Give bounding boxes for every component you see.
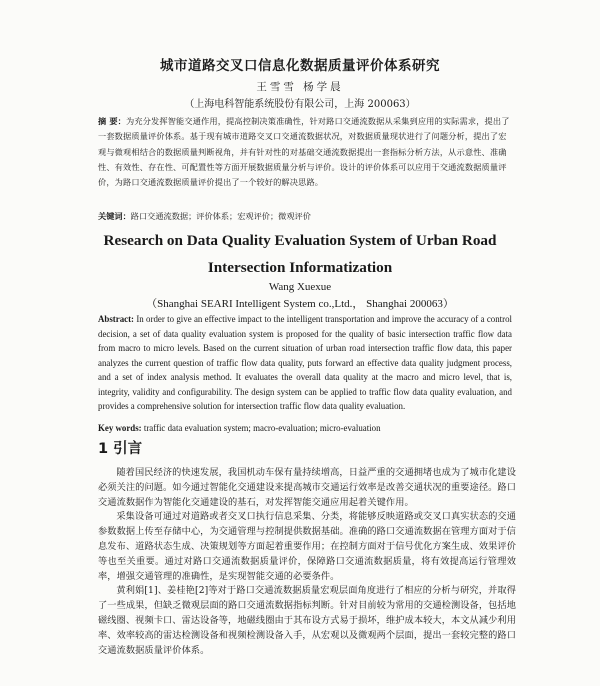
english-keywords-text: traffic data evaluation system; macro-evaluation; micro-evaluation: [143, 423, 381, 433]
chinese-title: 城市道路交叉口信息化数据质量评价体系研究: [160, 58, 440, 74]
english-abstract: [98, 312, 512, 414]
paragraph-3: 黄利娟[1]、姜桂艳[2]等对于路口交通流数据质量宏观层面角度进行了相应的分析与研究，并取得了一些成果，但缺乏微观层面的路口交通流数据指标判断。针对目前较为常用的交通检测设备，包括地磁线圈、视频卡口、雷达设备等，地磁线圈由于其布设方式易于损坏，维护成本较大，本文从减少利用率、效率较高的雷达检测设备和视频检测设备入手，从宏观以及微观两个层面，提出一套较完整的路口交通流数据质量评价体系。: [98, 585, 516, 656]
english-author: Wang Xuexue: [268, 281, 332, 293]
paragraph-1: 随着国民经济的快速发展，我国机动车保有量持续增高，日益严重的交通拥堵也成为了城市化建设必须关注的问题。如今通过智能化交通建设来提高城市交通运行效率是改善交通状况的重要途径。路口交通流数据作为智能化交通建设的基石，对发挥智能交通应用起着关键作用。: [98, 467, 516, 508]
english-title-line-2: Intersection Informatization: [207, 259, 393, 276]
chinese-keywords: [98, 211, 514, 222]
english-keywords: [98, 423, 512, 433]
chinese-abstract: [98, 114, 514, 190]
english-abstract-text: In order to give an effective impact to the intelligent transportation and improve the accuracy of a control decision, a set of data quality evaluation system is proposed for the quality of basic intersection traffic flow data from macro to micro levels. Based on the current situation of urban road intersection traffic flow data, this paper analyzes the current question of traffic flow data quality, puts forward an effective data quality judgment process, and a set of index analysis method. It evaluates the overall data quality at the macro and micro level, that is, integrity, validity and configurability. The design system can be applied to traffic flow data quality evaluation, and provides a comprehensive solution for intersection traffic flow data quality evaluation.: [98, 314, 512, 411]
english-keywords-label: Key words:: [98, 423, 142, 433]
section-heading-introduction: 1 引言: [98, 441, 143, 457]
chinese-abstract-label: 摘 要：: [98, 116, 127, 126]
english-title-line-1: Research on Data Quality Evaluation System of Urban Road: [103, 232, 497, 249]
chinese-keywords-text: 路口交通流数据；评价体系；宏观评价；微观评价: [130, 211, 311, 221]
english-abstract-label: Abstract:: [98, 314, 134, 324]
english-affiliation: （Shanghai SEARI Intelligent System co.,Ltd.， Shanghai 200063）: [146, 298, 454, 310]
body-text: [98, 466, 516, 658]
chinese-abstract-text: 为充分发挥智能交通作用，提高控制决策准确性，针对路口交通流数据从采集到应用的实际需求，提出了一套数据质量评价体系。基于现有城市道路交叉口交通流数据状况，对数据质量现状进行了问题分析，提出了宏观与微观相结合的数据质量判断视角，并有针对性的对基础交通流数据提出一套指标分析方法，从示意性、准确性、有效性、存在性、可配置性等方面开展数据质量分析与评价。设计的评价体系可以应用于交通流数据质量评价，为路口交通流数据质量评价提出了一个较好的解决思路。: [98, 116, 510, 188]
chinese-affiliation: （上海电科智能系统股份有限公司，上海 200063）: [184, 99, 416, 110]
paragraph-2: 采集设备可通过对道路或者交叉口执行信息采集、分类，将能够反映道路或交叉口真实状态的交通参数数据上传至存储中心，为交通管理与控制提供数据基础。准确的路口交通流数据在管理方面对于信息发布、道路状态生成、决策规划等方面起着重要作用；在控制方面对于信号优化方案生成、效果评价等也至关重要。通过对路口交通流数据质量评价，保障路口交通流数据质量，将有效提高运行管理效率，增强交通管理的准确性，是实现智能交通的必要条件。: [98, 511, 516, 582]
chinese-keywords-label: 关键词：: [98, 211, 131, 221]
chinese-authors: 王雪雪 杨学晨: [256, 81, 344, 93]
